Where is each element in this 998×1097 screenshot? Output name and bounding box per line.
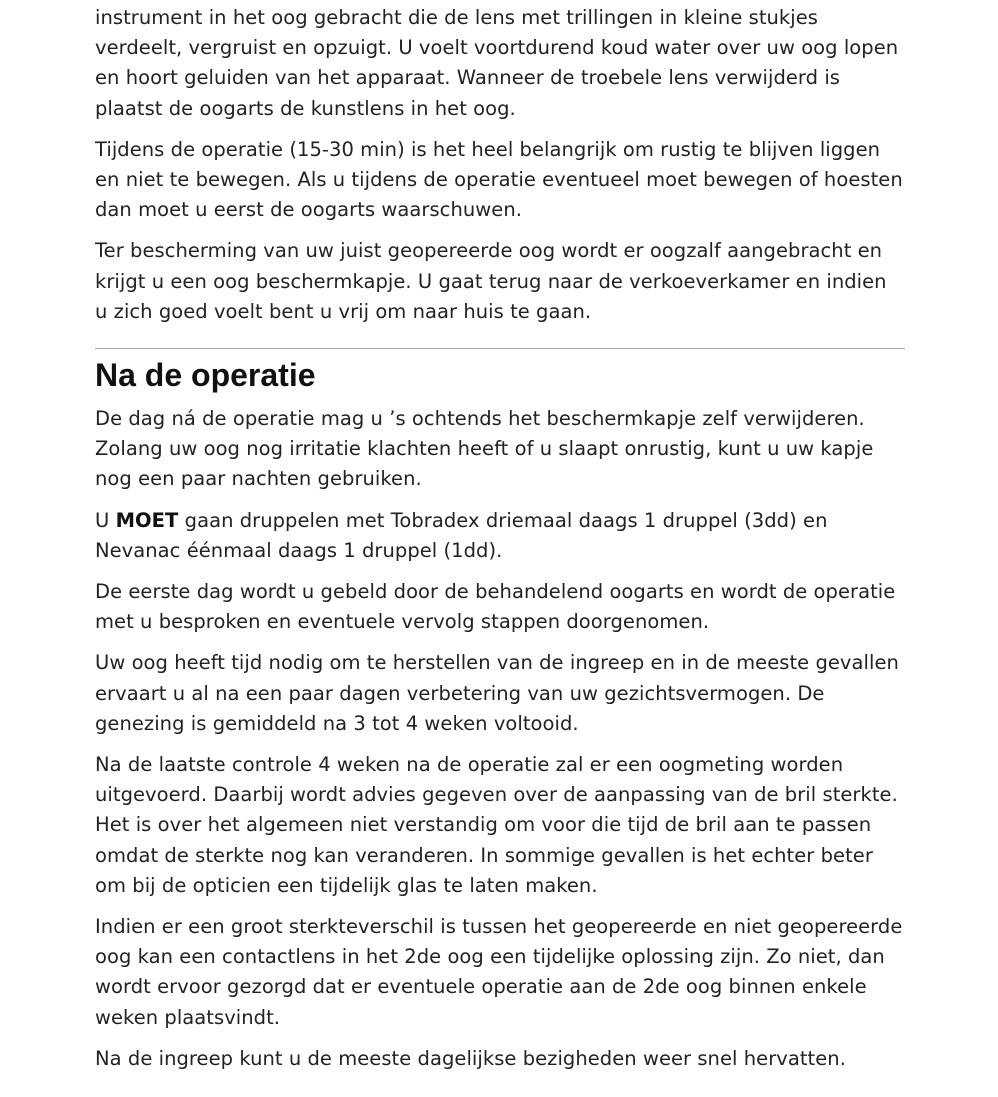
paragraph-phone-call: De eerste dag wordt u gebeld door de behandelend oogarts en wordt de operatie met u besproken en eventuele vervolg stappen doorgenomen. [95, 580, 896, 634]
paragraph-recovery: Uw oog heeft tijd nodig om te herstellen van de ingreep en in de meeste gevallen ervaart u al na een paar dagen verbetering van uw gezichtsvermogen. De genezing is gemiddeld na 3 tot 4 weken voltooid. [95, 651, 899, 735]
paragraph-protection: Ter bescherming van uw juist geopereerde oog wordt er oogzalf aangebracht en krijgt u een oog beschermkapje. U gaat terug naar de verkoeverkamer en indien u zich goed voelt bent u vrij om naar huis te gaan. [95, 239, 887, 323]
paragraph-resume-activities: Na de ingreep kunt u de meeste dagelijkse bezigheden weer snel hervatten. [95, 1046, 846, 1070]
drops-prefix: U [95, 508, 116, 532]
article-content [95, 3, 905, 1085]
paragraph-procedure: instrument in het oog gebracht die de lens met trillingen in kleine stukjes verdeelt, vergruist en opzuigt. U voelt voortdurend koud water over uw oog lopen en hoort geluiden van het apparaat. Wanneer de troebele lens verwijderd is plaatst de oogarts de kunstlens in het oog. [95, 6, 899, 120]
paragraph-contact-lens: Indien er een groot sterkteverschil is tussen het geopereerde en niet geopereerde oog kan een contactlens in het 2de oog een tijdelijke oplossing zijn. Zo niet, dan wordt ervoor gezorgd dat er eventuele operatie aan de 2de oog binnen enkele weken plaatsvindt. [95, 915, 903, 1029]
section-divider [95, 348, 905, 349]
section-heading: Na de operatie [95, 357, 316, 394]
paragraph-day-after: De dag ná de operatie mag u ’s ochtends het beschermkapje zelf verwijderen. Zolang uw oog nog irritatie klachten heeft of u slaapt onrustig, kunt u uw kapje nog een paar nachten gebruiken. [95, 407, 874, 491]
paragraph-during-operation: Tijdens de operatie (15-30 min) is het heel belangrijk om rustig te blijven liggen en niet te bewegen. Als u tijdens de operatie eventueel moet bewegen of hoesten dan moet u eerst de oogarts waarschuwen. [95, 137, 903, 222]
drops-instructions: gaan druppelen met Tobradex driemaal daags 1 druppel (3dd) en Nevanac éénmaal daags 1 druppel (1dd). [95, 508, 828, 562]
paragraph-eye-drops [95, 506, 905, 566]
paragraph-final-check: Na de laatste controle 4 weken na de operatie zal er een oogmeting worden uitgevoerd. Daarbij wordt advies gegeven over de aanpassing van de bril sterkte. Het is over het algemeen niet verstandig om voor die tijd de bril aan te passen omdat de sterkte nog kan veranderen. In sommige gevallen is het echter beter om bij de opticien een tijdelijk glas te laten maken. [95, 753, 898, 897]
drops-emphasis: MOET [115, 508, 179, 532]
